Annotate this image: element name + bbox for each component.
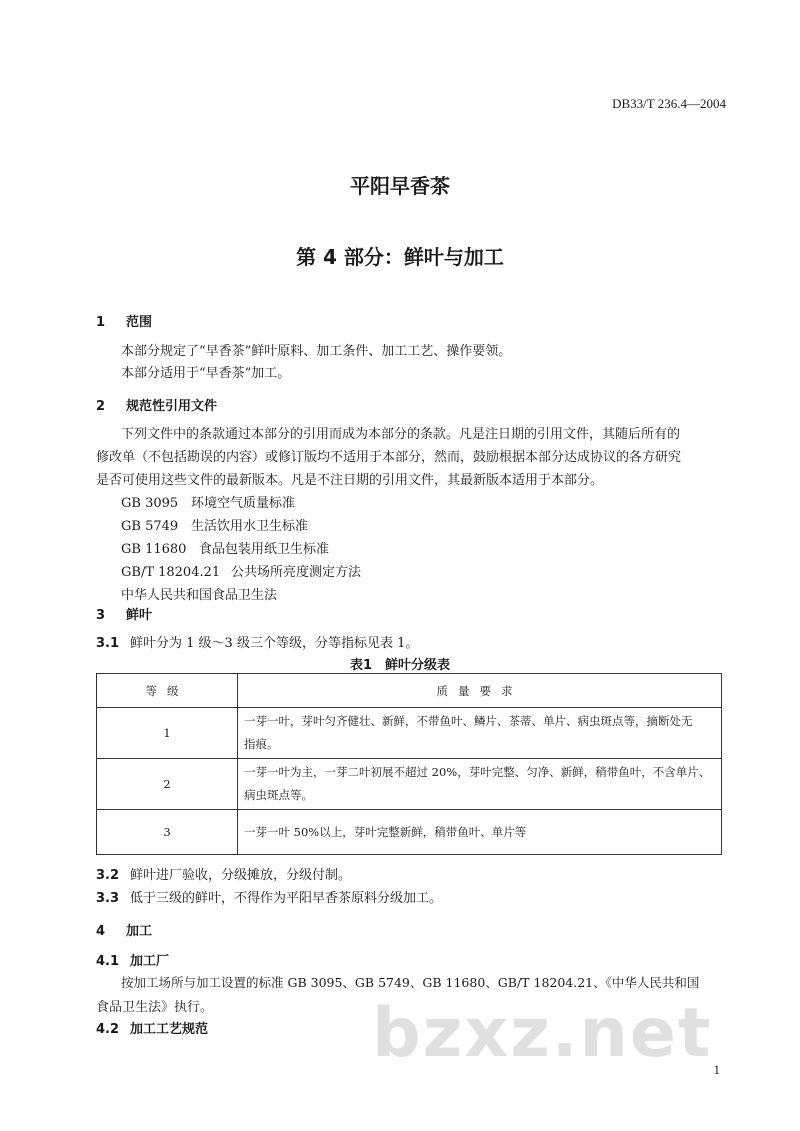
requirement-line: 一芽一叶为主，一芽二叶初展不超过 20%，芽叶完整、匀净、新鲜，稍带鱼叶，不含单片、 [244, 765, 711, 779]
clause-number: 3.2 [96, 868, 120, 883]
grade-cell: 1 [97, 708, 238, 759]
requirement-line: 一芽一叶 50%以上，芽叶完整新鲜，稍带鱼叶、单片等 [244, 824, 527, 839]
section-1-heading [96, 311, 152, 330]
section-title: 范围 [126, 315, 153, 330]
paragraph-line: 食品卫生法》执行。 [96, 1000, 214, 1015]
section-3-heading [96, 604, 152, 623]
clause-number: 4.1 [96, 954, 120, 969]
table-row [97, 810, 722, 855]
section-number: 3 [96, 608, 106, 623]
section-number: 1 [96, 315, 106, 330]
grade-cell: 2 [97, 759, 238, 810]
clause-text: 低于三级的鲜叶，不得作为平阳早香茶原料分级加工。 [130, 891, 443, 906]
section-number: 4 [96, 924, 106, 939]
clause-4-2-heading [96, 1018, 208, 1037]
requirement-line: 一芽一叶，芽叶匀齐健壮、新鲜，不带鱼叶、鳞片、茶蒂、单片、病虫斑点等，摘断处无 [244, 714, 693, 728]
column-header-grade: 等级 [97, 674, 238, 708]
column-header-quality: 质量要求 [238, 674, 722, 708]
reference-code: GB 5749 [121, 519, 179, 534]
page-number: 1 [713, 1062, 720, 1077]
reference-item [121, 538, 329, 557]
table-row [97, 759, 722, 810]
main-title: 平阳早香茶 [350, 174, 450, 198]
reference-code: GB 11680 [121, 542, 187, 557]
reference-name: 环境空气质量标准 [191, 496, 296, 511]
reference-name: 食品包装用纸卫生标准 [199, 542, 330, 557]
clause-3-1 [96, 632, 418, 651]
grade-cell: 3 [97, 810, 238, 855]
requirement-line: 病虫斑点等。 [244, 788, 313, 802]
clause-4-1-heading [96, 950, 169, 969]
sub-title: 第 4 部分：鲜叶与加工 [296, 245, 504, 269]
table-header-row [97, 674, 722, 708]
clause-number: 3.3 [96, 891, 120, 906]
reference-name: 中华人民共和国食品卫生法 [121, 588, 278, 603]
reference-name: 生活饮用水卫生标准 [191, 519, 309, 534]
reference-name: 公共场所亮度测定方法 [231, 565, 362, 580]
requirement-cell [238, 708, 722, 759]
grade-table [96, 673, 722, 855]
reference-code: GB/T 18204.21 [121, 565, 221, 580]
clause-title: 加工工艺规范 [130, 1022, 209, 1037]
clause-3-3 [96, 887, 442, 906]
requirement-cell [238, 810, 722, 855]
table-row [97, 708, 722, 759]
reference-item [121, 515, 308, 534]
table-caption: 表1 鲜叶分级表 [349, 658, 451, 673]
clause-text: 鲜叶进厂验收，分级摊放，分级付制。 [130, 868, 352, 883]
reference-item [121, 492, 295, 511]
reference-item [121, 561, 361, 580]
clause-title: 加工厂 [130, 954, 170, 969]
paragraph: 本部分规定了“早香茶”鲜叶原料、加工条件、加工工艺、操作要领。 [121, 344, 512, 359]
section-number: 2 [96, 399, 106, 414]
paragraph: 本部分适用于“早香茶”加工。 [121, 366, 291, 381]
clause-text: 鲜叶分为 1 级～3 级三个等级，分等指标见表 1。 [130, 636, 419, 651]
watermark: bzxz.net [372, 994, 713, 1073]
section-title: 规范性引用文件 [126, 399, 218, 414]
section-2-heading [96, 395, 217, 414]
section-4-heading [96, 920, 152, 939]
requirement-cell [238, 759, 722, 810]
paragraph-line: 是否可使用这些文件的最新版本。凡是不注日期的引用文件，其最新版本适用于本部分。 [96, 473, 604, 488]
section-title: 鲜叶 [126, 608, 153, 623]
section-title: 加工 [126, 924, 153, 939]
reference-code: GB 3095 [121, 496, 179, 511]
paragraph-line: 下列文件中的条款通过本部分的引用而成为本部分的条款。凡是注日期的引用文件，其随后所有的 [121, 427, 681, 442]
reference-item [121, 584, 277, 603]
document-number: DB33/T 236.4—2004 [612, 96, 726, 111]
clause-number: 4.2 [96, 1022, 120, 1037]
requirement-line: 指痕。 [244, 737, 279, 751]
clause-3-2 [96, 864, 351, 883]
paragraph-line: 修改单（不包括勘误的内容）或修订版均不适用于本部分，然而，鼓励根据本部分达成协议的各方研究 [96, 450, 682, 465]
clause-number: 3.1 [96, 636, 120, 651]
paragraph-line: 按加工场所与加工设置的标准 GB 3095、GB 5749、GB 11680、GB/T 18204.21、《中华人民共和国 [121, 975, 700, 990]
